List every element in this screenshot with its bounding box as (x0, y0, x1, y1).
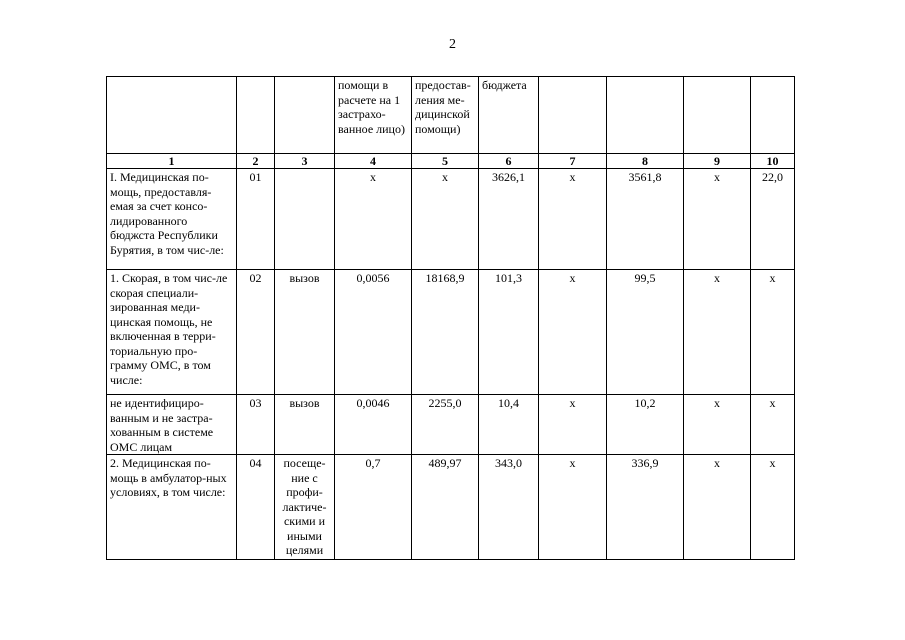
table-cell: 10,2 (607, 395, 684, 455)
header-cell: бюджета (479, 77, 539, 154)
table-cell: посеще-ние с профи-лактиче-скими и иными целями (275, 455, 335, 560)
table-cell: 101,3 (479, 270, 539, 395)
table-cell: вызов (275, 270, 335, 395)
column-number-row (107, 154, 795, 169)
table-cell: 3561,8 (607, 169, 684, 270)
table-row (107, 395, 795, 455)
table-cell: 02 (237, 270, 275, 395)
table-cell: x (539, 455, 607, 560)
column-number: 6 (479, 154, 539, 169)
table-cell: x (684, 395, 751, 455)
column-number: 1 (107, 154, 237, 169)
table-cell (275, 169, 335, 270)
table-cell: 343,0 (479, 455, 539, 560)
table-cell: x (412, 169, 479, 270)
table-cell: 22,0 (751, 169, 795, 270)
table-row (107, 270, 795, 395)
table-cell: x (335, 169, 412, 270)
column-number: 4 (335, 154, 412, 169)
row-label: 2. Медицинская по-мощь в амбулатор-ных условиях, в том числе: (107, 455, 237, 560)
medical-care-table (106, 76, 795, 560)
header-cell (684, 77, 751, 154)
table-cell: вызов (275, 395, 335, 455)
header-cell (237, 77, 275, 154)
header-cell (607, 77, 684, 154)
table-cell: 489,97 (412, 455, 479, 560)
table-cell: 0,0046 (335, 395, 412, 455)
header-cell: помощи в расчете на 1 застрахо-ванное лицо) (335, 77, 412, 154)
column-number: 3 (275, 154, 335, 169)
table-cell: 03 (237, 395, 275, 455)
table-cell: x (539, 270, 607, 395)
table-row (107, 169, 795, 270)
header-cell (751, 77, 795, 154)
table-cell: 3626,1 (479, 169, 539, 270)
table-cell: 2255,0 (412, 395, 479, 455)
table-cell: x (684, 169, 751, 270)
column-number: 8 (607, 154, 684, 169)
column-number: 10 (751, 154, 795, 169)
row-label: I. Медицинская по-мощь, предоставля-емая за счет консо-лидированного бюджста Республики Бурятия, в том чис-ле: (107, 169, 237, 270)
column-number: 7 (539, 154, 607, 169)
table-cell: x (684, 455, 751, 560)
table-cell: 18168,9 (412, 270, 479, 395)
column-number: 9 (684, 154, 751, 169)
row-label: не идентифициро-ванным и не застра-хованным в системе ОМС лицам (107, 395, 237, 455)
table-cell: 336,9 (607, 455, 684, 560)
table-cell: 01 (237, 169, 275, 270)
table-cell: 99,5 (607, 270, 684, 395)
table-cell: x (751, 455, 795, 560)
header-cell (107, 77, 237, 154)
header-cell (275, 77, 335, 154)
page-number: 2 (449, 37, 456, 52)
table-cell: x (539, 169, 607, 270)
header-cell: предостав-ления ме-дицинской помощи) (412, 77, 479, 154)
table-cell: x (539, 395, 607, 455)
row-label: 1. Скорая, в том чис-ле скорая специали-зированная меди-цинская помощь, не включенная в терри-ториальную про-грамму ОМС, в том числе: (107, 270, 237, 395)
header-cell (539, 77, 607, 154)
table-cell: 0,0056 (335, 270, 412, 395)
table-cell: 0,7 (335, 455, 412, 560)
table-cell: x (751, 270, 795, 395)
column-number: 2 (237, 154, 275, 169)
table-cell: 04 (237, 455, 275, 560)
table-header-row (107, 77, 795, 154)
column-number: 5 (412, 154, 479, 169)
table-row (107, 455, 795, 560)
table-cell: 10,4 (479, 395, 539, 455)
table-cell: x (751, 395, 795, 455)
table-cell: x (684, 270, 751, 395)
